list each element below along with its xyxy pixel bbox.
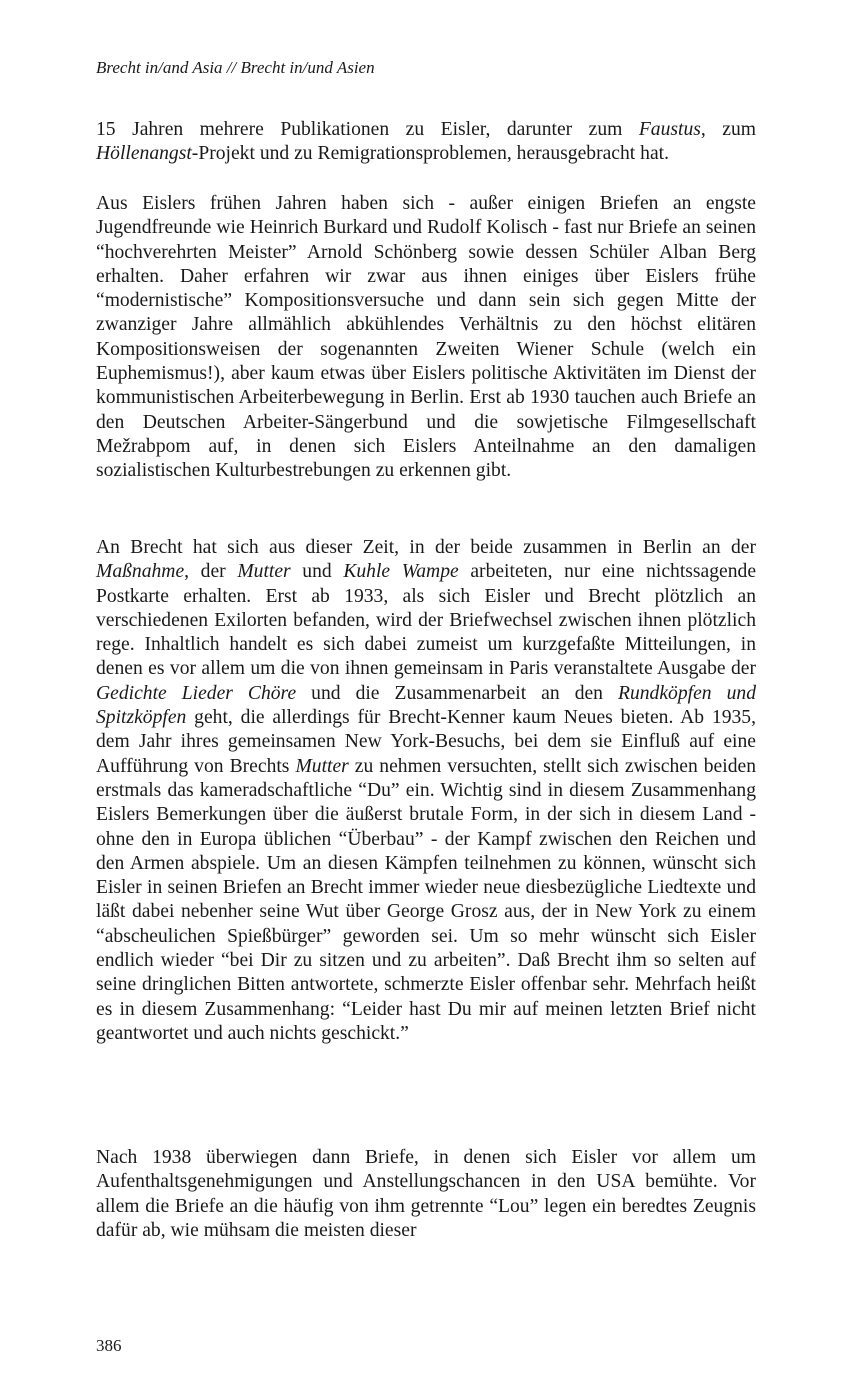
body-text: -Projekt und zu Remigrationsproblemen, herausgebracht hat. — [191, 143, 669, 165]
body-text: zu nehmen versuchten, stellt sich zwischen beiden erstmals das kameradschaftliche “Du” ein. Wichtig sind in diesem Zusammenhang Eislers Bemerkungen über die äußerst brutale Form, in der sich in diesem Land - ohne den in Europa üblichen “Überbau” - der Kampf zwischen den Reichen und den Armen abspiele. Um an diesen Kämpfen teilnehmen zu können, wünscht sich Eisler in seinen Briefen an Brecht immer wieder neue diesbezügliche Liedtexte und läßt dabei nebenher seine Wut über George Grosz aus, der in New York zu einem “abscheulichen Spießbürger” geworden sei. Um so mehr wünscht sich Eisler endlich wieder “bei Dir zu sitzen und zu arbeiten”. Daß Brecht ihm so selten auf seine dringlichen Bitten antwortete, schmerzte Eisler offenbar sehr. Mehrfach heißt es in diesem Zusammenhang: “Leider hast Du mir auf meinen letzten Brief nicht geantwortet und auch nichts geschickt.” — [96, 755, 756, 1044]
body-text: , der — [184, 561, 238, 583]
body-text: An Brecht hat sich aus dieser Zeit, in der beide zusammen in Berlin an der — [96, 537, 756, 558]
paragraph-early-years — [96, 192, 756, 484]
body-text: und — [290, 561, 344, 583]
body-text: geht, die allerdings für Brecht-Kenner kaum Neues bieten. Ab 1935, dem Jahr ihres gemeinsamen New York-Besuchs, bei dem sie Einfluß auf eine Aufführung von Brechts — [96, 707, 756, 777]
italic-title-text: Mutter — [237, 561, 291, 583]
running-header: Brecht in/and Asia // Brecht in/und Asien — [96, 58, 375, 77]
italic-title-text: Rundköpfen und Spitzköpfen — [96, 682, 756, 729]
italic-title-text: Gedichte Lieder Chöre — [96, 682, 297, 704]
paragraph-brecht-correspondence — [96, 536, 756, 1046]
italic-title-text: Mutter — [295, 755, 349, 777]
paragraph-after-1938 — [96, 1146, 756, 1243]
page-number: 386 — [96, 1336, 122, 1355]
body-text: 15 Jahren mehrere Publikationen zu Eisler, darunter zum — [96, 119, 639, 140]
body-text: arbeiteten, nur eine nichtssagende Postkarte erhalten. Erst ab 1933, als sich Eisler und Brecht plötzlich an verschiedenen Exilorten befanden, wird der Briefwechsel zwischen ihnen plötzlich rege. Inhaltlich handelt es sich dabei zumeist um kurzgefaßte Mitteilungen, in denen es vor allem um die von ihnen gemeinsam in Paris veranstaltete Ausgabe der — [96, 561, 757, 680]
body-text: Aus Eislers frühen Jahren haben sich - außer einigen Briefen an engste Jugendfreunde wie Heinrich Burkard und Rudolf Kolisch - fast nur Briefe an seinen “hochverehrten Meister” Arnold Schönberg sowie dessen Schüler Alban Berg erhalten. Daher erfahren wir zwar aus ihnen einiges über Eislers frühe “modernistische” Kompositionsversuche und dann sein sich gegen Mitte der zwanziger Jahre allmählich abkühlendes Verhältnis zu den höchst elitären Kompositionsweisen der sogenannten Zweiten Wiener Schule (welch ein Euphemismus!), aber kaum etwas über Eislers politische Aktivitäten im Dienst der kommunistischen Arbeiterbewegung in Berlin. Erst ab 1930 tauchen auch Briefe an den Deutschen Arbeiter-Sängerbund und die sowjetische Filmgesellschaft Mežrabpom auf, in denen sich Eislers Anteilnahme an den damaligen sozialistischen Kulturbestrebungen zu erkennen gibt. — [96, 193, 756, 482]
italic-title-text: Kuhle Wampe — [343, 561, 459, 583]
italic-title-text: Höllenangst — [96, 143, 192, 165]
paragraph-continuation — [96, 118, 756, 167]
body-text: und die Zusammenarbeit an den — [296, 682, 618, 704]
italic-title-text: Maßnahme — [96, 561, 185, 583]
italic-title-text: Faustus — [638, 119, 701, 140]
body-text: , zum — [700, 119, 757, 140]
body-text: Nach 1938 überwiegen dann Briefe, in denen sich Eisler vor allem um Aufenthaltsgenehmigungen und Anstellungschancen in den USA bemühte. Vor allem die Briefe an die häufig von ihm getrennte “Lou” legen ein beredtes Zeugnis dafür ab, wie mühsam die meisten dieser — [96, 1147, 756, 1241]
